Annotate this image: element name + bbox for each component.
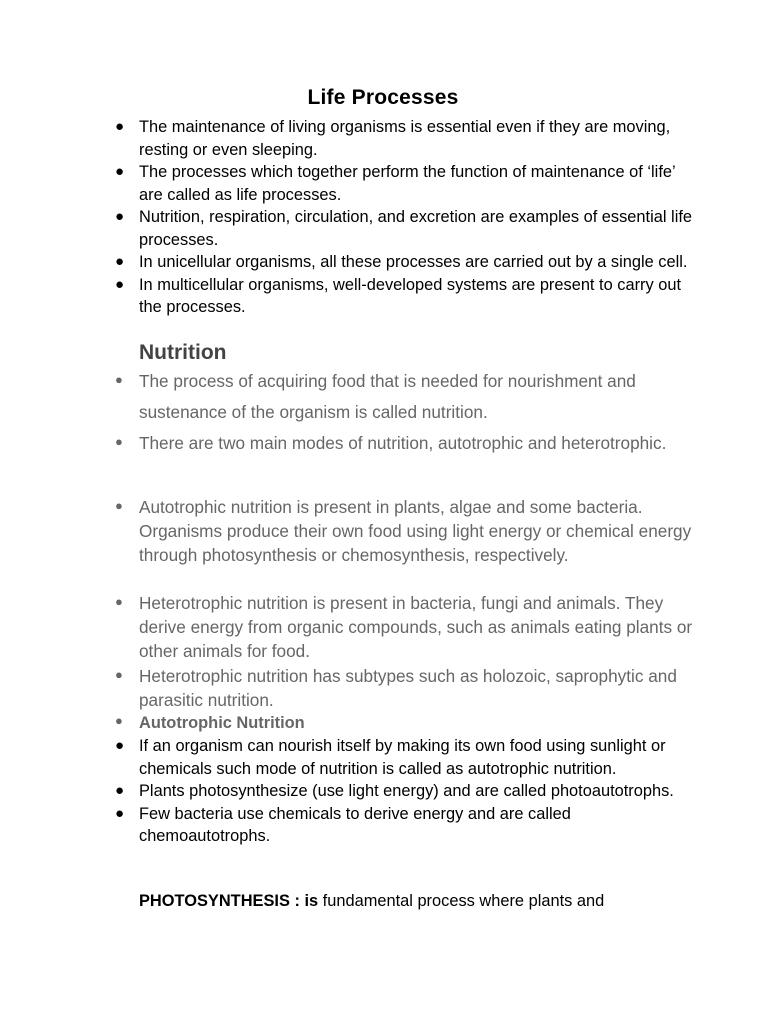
- bullet-icon: ●: [115, 118, 125, 135]
- section-heading: Nutrition: [139, 341, 227, 364]
- bullet-icon: ●: [115, 782, 125, 799]
- bullet-icon: ●: [115, 594, 123, 609]
- list-item: ● In unicellular organisms, all these processes are carried out by a single cell.: [0, 251, 699, 274]
- bullet-icon: ●: [115, 208, 125, 225]
- list-item: ● Few bacteria use chemicals to derive energy and are called chemoautotrophs.: [115, 804, 571, 845]
- subsection-heading: Autotrophic Nutrition: [139, 714, 305, 732]
- document-page: Life Processes ● The maintenance of living organisms is essential even if they are moving, resting or even sleeping. ● The processes which together perform the function of maintenance of ‘life’ are called as life processes. ● Nutrition, respiration, circulation, and excretion are examples of essential life processes. ● In unicellular organisms, all these processes are carried out by a single cell. ● In multicellular organisms, well-developed systems are present to carry out the processes. Nutrition ● The process of acquiring food that is needed for nourishment and sustenance of the organism is called nutrition. ● There are two main modes of nutrition, autotrophic and heterotrophic. ● Autotrophic nutrition is present in plants, algae and some bacteria. Organisms produce their own food using light energy or chemical energy through photosynthesis or chemosynthesis, respectively. ● Heterotrophic nutrition is present in bacteria, fungi and animals. They derive energy from organic compounds, such as animals eating plants or other animals for food. ● Heterotrophic nutrition has subtypes such as holozoic, saprophytic and parasitic nutrition. ● Autotrophic Nutrition ● If an organism can nourish itself by making its own food using sunlight or chemicals such mode of nutrition is called as autotrophic nutrition. ● Plants photosynthesize (use light energy) and are called photoautotrophs. ● Few bacteria use chemicals to derive energy and are called chemoautotrophs. PHOTOSYNTHESIS : is fundamental process where plants and: [0, 0, 768, 1024]
- bullet-icon: ●: [115, 667, 123, 682]
- bullet-icon: ●: [115, 163, 125, 180]
- photosynthesis-text: fundamental process where plants and: [318, 892, 605, 910]
- list-item: ● The maintenance of living organisms is essential even if they are moving, resting or even sleeping.: [115, 118, 671, 159]
- bullet-icon: ●: [115, 253, 125, 270]
- list-item: ● The processes which together perform the function of maintenance of ‘life’ are called as life processes.: [115, 163, 676, 204]
- list-item: ● Nutrition, respiration, circulation, and excretion are examples of essential life processes.: [115, 208, 692, 249]
- bullet-icon: ●: [115, 372, 123, 387]
- bullet-icon: ●: [115, 498, 123, 513]
- photosynthesis-paragraph: [139, 892, 604, 911]
- intro-bullet-list: [0, 116, 768, 319]
- list-item: ● Plants photosynthesize (use light energy) and are called photoautotrophs.: [0, 780, 699, 803]
- list-item: ● If an organism can nourish itself by making its own food using sunlight or chemicals such mode of nutrition is called as autotrophic nutrition.: [115, 737, 666, 778]
- bullet-icon: ●: [115, 713, 123, 728]
- bullet-icon: ●: [115, 275, 125, 293]
- photosynthesis-term: PHOTOSYNTHESIS : is: [139, 892, 319, 910]
- bullet-icon: ●: [115, 804, 125, 822]
- page-title: Life Processes: [307, 86, 459, 109]
- list-item: ● In multicellular organisms, well-developed systems are present to carry out the processes.: [115, 275, 682, 316]
- autotrophic-bullet-list: [0, 735, 768, 848]
- bullet-icon: ●: [115, 434, 123, 449]
- bullet-icon: ●: [115, 737, 125, 754]
